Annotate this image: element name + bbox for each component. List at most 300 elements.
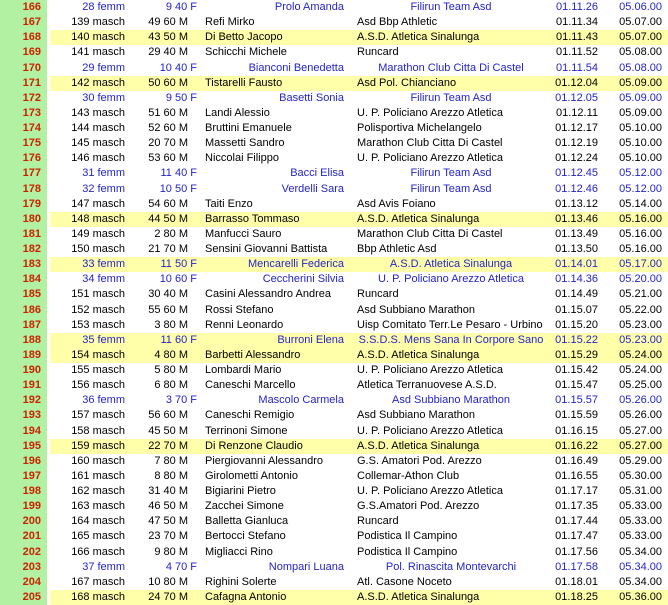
gender-rank-cell: 159 masch (71, 439, 125, 452)
runner-name-cell: Manfucci Sauro (205, 227, 282, 240)
result-row (0, 61, 668, 76)
pace-cell: 05.09.00 (619, 106, 662, 119)
result-row (0, 30, 668, 45)
runner-name-cell: Di Renzone Claudio (205, 439, 303, 452)
gender-rank-cell: 145 masch (71, 137, 125, 150)
gender-rank-cell: 30 femm (82, 91, 125, 104)
runner-name-cell: Sensini Giovanni Battista (205, 243, 328, 256)
category-cell: 55 60 M (148, 303, 188, 316)
category-cell: 47 50 M (148, 515, 188, 528)
finish-time-cell: 01.11.54 (555, 61, 598, 74)
pace-cell: 05.23.00 (619, 318, 662, 331)
team-cell: Collemar-Athon Club (357, 469, 460, 482)
gender-rank-cell: 156 masch (71, 379, 125, 392)
pace-cell: 05.20.00 (619, 273, 662, 286)
pace-cell: 05.25.00 (619, 379, 662, 392)
pace-cell: 05.24.00 (619, 348, 662, 361)
category-cell: 5 80 M (154, 364, 188, 377)
pace-cell: 05.12.00 (619, 182, 662, 195)
pace-cell: 05.36.00 (619, 590, 662, 603)
result-row-body (50, 0, 668, 15)
gender-rank-cell: 33 femm (82, 258, 125, 271)
result-row-body (50, 333, 668, 348)
team-cell: Asd Avis Foiano (357, 197, 436, 210)
position-cell: 174 (0, 121, 47, 136)
result-row (0, 439, 668, 454)
team-cell: Asd Subbiano Marathon (391, 394, 511, 407)
category-cell: 51 60 M (148, 106, 188, 119)
result-row (0, 242, 668, 257)
result-row-body (50, 408, 668, 423)
runner-name-cell: Bertocci Stefano (205, 530, 286, 543)
team-cell: Asd Subbiano Marathon (357, 409, 476, 422)
category-cell: 21 70 M (148, 243, 188, 256)
pace-cell: 05.10.00 (619, 137, 662, 150)
finish-time-cell: 01.16.55 (555, 469, 598, 482)
result-row (0, 575, 668, 590)
result-row (0, 76, 668, 91)
team-cell: Bbp Athletic Asd (357, 243, 437, 256)
position-cell: 184 (0, 272, 47, 287)
position-cell: 169 (0, 45, 47, 60)
result-row (0, 303, 668, 318)
position-cell: 185 (0, 287, 47, 302)
gender-rank-cell: 155 masch (71, 364, 125, 377)
gender-rank-cell: 139 masch (71, 16, 125, 29)
position-cell: 198 (0, 484, 47, 499)
team-cell: S.S.D.S. Mens Sana In Corpore Sano (358, 333, 544, 346)
result-row-body (50, 30, 668, 45)
position-cell: 205 (0, 590, 47, 605)
result-row (0, 15, 668, 30)
result-row-body (50, 182, 668, 197)
team-cell: Podistica Il Campino (357, 530, 458, 543)
finish-time-cell: 01.14.49 (555, 288, 598, 301)
finish-time-cell: 01.13.12 (555, 197, 598, 210)
category-cell: 6 80 M (154, 379, 188, 392)
runner-name-cell: Girolometti Antonio (205, 469, 298, 482)
pace-cell: 05.06.00 (619, 1, 662, 14)
pace-cell: 05.34.00 (619, 560, 662, 573)
result-row-body (50, 514, 668, 529)
team-cell: Filirun Team Asd (410, 182, 492, 195)
category-cell: 9 40 F (165, 1, 197, 14)
runner-name-cell: Terrinoni Simone (205, 424, 288, 437)
gender-rank-cell: 35 femm (82, 333, 125, 346)
team-cell: Pol. Rinascita Montevarchi (385, 560, 517, 573)
result-row (0, 318, 668, 333)
result-row-body (50, 590, 668, 605)
category-cell: 2 80 M (154, 227, 188, 240)
position-cell: 175 (0, 136, 47, 151)
pace-cell: 05.26.00 (619, 409, 662, 422)
category-cell: 9 50 F (165, 91, 197, 104)
team-cell: Runcard (357, 46, 399, 59)
result-row-body (50, 378, 668, 393)
category-cell: 54 60 M (148, 197, 188, 210)
position-cell: 195 (0, 439, 47, 454)
finish-time-cell: 01.11.43 (555, 31, 598, 44)
result-row (0, 45, 668, 60)
result-row-body (50, 106, 668, 121)
result-row (0, 121, 668, 136)
gender-rank-cell: 143 masch (71, 106, 125, 119)
result-row-body (50, 166, 668, 181)
gender-rank-cell: 31 femm (82, 167, 125, 180)
position-cell: 178 (0, 182, 47, 197)
result-row-body (50, 91, 668, 106)
result-row-body (50, 575, 668, 590)
category-cell: 7 80 M (154, 454, 188, 467)
position-cell: 176 (0, 151, 47, 166)
position-cell: 191 (0, 378, 47, 393)
pace-cell: 05.17.00 (619, 258, 662, 271)
gender-rank-cell: 28 femm (82, 1, 125, 14)
gender-rank-cell: 146 masch (71, 152, 125, 165)
pace-cell: 05.14.00 (619, 197, 662, 210)
gender-rank-cell: 158 masch (71, 424, 125, 437)
result-row (0, 197, 668, 212)
category-cell: 11 60 F (160, 333, 197, 346)
pace-cell: 05.22.00 (619, 303, 662, 316)
category-cell: 22 70 M (148, 439, 188, 452)
result-row (0, 560, 668, 575)
position-cell: 187 (0, 318, 47, 333)
gender-rank-cell: 161 masch (71, 469, 125, 482)
category-cell: 44 50 M (148, 212, 188, 225)
team-cell: A.S.D. Atletica Sinalunga (357, 348, 480, 361)
gender-rank-cell: 32 femm (82, 182, 125, 195)
runner-name-cell: Bianconi Benedetta (248, 61, 344, 74)
gender-rank-cell: 151 masch (71, 288, 125, 301)
result-row (0, 106, 668, 121)
pace-cell: 05.08.00 (619, 46, 662, 59)
finish-time-cell: 01.16.49 (555, 454, 598, 467)
team-cell: Polisportiva Michelangelo (357, 122, 482, 135)
runner-name-cell: Barbetti Alessandro (205, 348, 301, 361)
position-cell: 177 (0, 166, 47, 181)
result-row-body (50, 439, 668, 454)
team-cell: Uisp Comitato Terr.Le Pesaro - Urbino (357, 318, 543, 331)
gender-rank-cell: 166 masch (71, 545, 125, 558)
gender-rank-cell: 147 masch (71, 197, 125, 210)
category-cell: 56 60 M (148, 409, 188, 422)
position-cell: 181 (0, 227, 47, 242)
gender-rank-cell: 36 femm (82, 394, 125, 407)
result-row (0, 0, 668, 15)
runner-name-cell: Barrasso Tommaso (205, 212, 300, 225)
gender-rank-cell: 148 masch (71, 212, 125, 225)
result-row-body (50, 227, 668, 242)
finish-time-cell: 01.17.44 (555, 515, 598, 528)
category-cell: 4 70 F (165, 560, 197, 573)
pace-cell: 05.29.00 (619, 454, 662, 467)
result-row (0, 91, 668, 106)
team-cell: Atletica Terranuovese A.S.D. (357, 379, 497, 392)
pace-cell: 05.26.00 (619, 394, 662, 407)
result-row (0, 333, 668, 348)
finish-time-cell: 01.11.26 (555, 1, 598, 14)
team-cell: U. P. Policiano Arezzo Atletica (357, 106, 503, 119)
runner-name-cell: Verdelli Sara (281, 182, 344, 195)
result-row-body (50, 197, 668, 212)
runner-name-cell: Lombardi Mario (205, 364, 282, 377)
position-cell: 197 (0, 469, 47, 484)
team-cell: Asd Pol. Chianciano (357, 76, 457, 89)
result-row (0, 136, 668, 151)
gender-rank-cell: 149 masch (71, 227, 125, 240)
finish-time-cell: 01.12.45 (555, 167, 598, 180)
position-cell: 172 (0, 91, 47, 106)
gender-rank-cell: 140 masch (71, 31, 125, 44)
gender-rank-cell: 160 masch (71, 454, 125, 467)
team-cell: Runcard (357, 288, 399, 301)
finish-time-cell: 01.17.56 (555, 545, 598, 558)
position-cell: 180 (0, 212, 47, 227)
finish-time-cell: 01.17.35 (555, 500, 598, 513)
category-cell: 4 80 M (154, 348, 188, 361)
finish-time-cell: 01.18.01 (555, 575, 598, 588)
result-row-body (50, 545, 668, 560)
pace-cell: 05.27.00 (619, 424, 662, 437)
finish-time-cell: 01.13.46 (555, 212, 598, 225)
position-cell: 167 (0, 15, 47, 30)
runner-name-cell: Landi Alessio (205, 106, 270, 119)
category-cell: 11 50 F (160, 258, 197, 271)
finish-time-cell: 01.13.49 (555, 227, 598, 240)
pace-cell: 05.10.00 (619, 122, 662, 135)
runner-name-cell: Niccolai Filippo (205, 152, 279, 165)
gender-rank-cell: 157 masch (71, 409, 125, 422)
category-cell: 30 40 M (148, 288, 188, 301)
runner-name-cell: Prolo Amanda (274, 1, 344, 14)
pace-cell: 05.09.00 (619, 76, 662, 89)
result-row-body (50, 499, 668, 514)
pace-cell: 05.08.00 (619, 61, 662, 74)
position-cell: 202 (0, 545, 47, 560)
finish-time-cell: 01.15.59 (555, 409, 598, 422)
runner-name-cell: Refi Mirko (205, 16, 255, 29)
runner-name-cell: Bacci Elisa (290, 167, 344, 180)
result-row-body (50, 15, 668, 30)
position-cell: 194 (0, 424, 47, 439)
team-cell: U. P. Policiano Arezzo Atletica (378, 273, 524, 286)
result-row-body (50, 454, 668, 469)
finish-time-cell: 01.14.01 (555, 258, 598, 271)
runner-name-cell: Schicchi Michele (205, 46, 287, 59)
pace-cell: 05.16.00 (619, 212, 662, 225)
category-cell: 50 60 M (148, 76, 188, 89)
gender-rank-cell: 37 femm (82, 560, 125, 573)
category-cell: 31 40 M (148, 485, 188, 498)
gender-rank-cell: 163 masch (71, 500, 125, 513)
finish-time-cell: 01.15.42 (555, 364, 598, 377)
position-cell: 166 (0, 0, 47, 15)
runner-name-cell: Balletta Gianluca (205, 515, 289, 528)
runner-name-cell: Bruttini Emanuele (205, 122, 292, 135)
position-cell: 193 (0, 408, 47, 423)
pace-cell: 05.23.00 (619, 333, 662, 346)
finish-time-cell: 01.13.50 (555, 243, 598, 256)
team-cell: A.S.D. Atletica Sinalunga (357, 31, 480, 44)
category-cell: 46 50 M (148, 500, 188, 513)
result-row (0, 469, 668, 484)
gender-rank-cell: 164 masch (71, 515, 125, 528)
gender-rank-cell: 168 masch (71, 590, 125, 603)
position-cell: 170 (0, 61, 47, 76)
finish-time-cell: 01.11.52 (555, 46, 598, 59)
result-row-body (50, 121, 668, 136)
category-cell: 10 80 M (148, 575, 188, 588)
pace-cell: 05.16.00 (619, 227, 662, 240)
pace-cell: 05.33.00 (619, 515, 662, 528)
category-cell: 24 70 M (148, 590, 188, 603)
result-row-body (50, 272, 668, 287)
team-cell: Filirun Team Asd (410, 1, 492, 14)
category-cell: 10 60 F (159, 273, 197, 286)
category-cell: 43 50 M (148, 31, 188, 44)
result-row (0, 484, 668, 499)
runner-name-cell: Mencarelli Federica (248, 258, 344, 271)
position-cell: 201 (0, 529, 47, 544)
result-row-body (50, 469, 668, 484)
finish-time-cell: 01.16.22 (555, 439, 598, 452)
result-row-body (50, 318, 668, 333)
result-row-body (50, 363, 668, 378)
result-row-body (50, 45, 668, 60)
pace-cell: 05.12.00 (619, 167, 662, 180)
result-row (0, 424, 668, 439)
pace-cell: 05.24.00 (619, 364, 662, 377)
category-cell: 29 40 M (148, 46, 188, 59)
result-row-body (50, 151, 668, 166)
runner-name-cell: Burroni Elena (277, 333, 344, 346)
finish-time-cell: 01.12.24 (555, 152, 598, 165)
team-cell: Filirun Team Asd (410, 167, 492, 180)
gender-rank-cell: 154 masch (71, 348, 125, 361)
finish-time-cell: 01.17.17 (555, 485, 598, 498)
result-row (0, 182, 668, 197)
category-cell: 49 60 M (148, 16, 188, 29)
position-cell: 168 (0, 30, 47, 45)
result-row-body (50, 287, 668, 302)
result-row-body (50, 257, 668, 272)
result-row-body (50, 424, 668, 439)
runner-name-cell: Taiti Enzo (205, 197, 253, 210)
result-row (0, 363, 668, 378)
finish-time-cell: 01.12.05 (555, 91, 598, 104)
team-cell: Asd Subbiano Marathon (357, 303, 476, 316)
position-cell: 190 (0, 363, 47, 378)
result-row-body (50, 529, 668, 544)
finish-time-cell: 01.15.29 (555, 348, 598, 361)
pace-cell: 05.21.00 (619, 288, 662, 301)
result-row (0, 257, 668, 272)
runner-name-cell: Caneschi Remigio (205, 409, 295, 422)
category-cell: 8 80 M (154, 469, 188, 482)
finish-time-cell: 01.15.07 (555, 303, 598, 316)
position-cell: 200 (0, 514, 47, 529)
team-cell: Podistica Il Campino (357, 545, 458, 558)
team-cell: Atl. Casone Noceto (357, 575, 452, 588)
finish-time-cell: 01.18.25 (555, 590, 598, 603)
runner-name-cell: Rossi Stefano (205, 303, 274, 316)
team-cell: G.S.Amatori Pod. Arezzo (357, 500, 480, 513)
position-cell: 182 (0, 242, 47, 257)
runner-name-cell: Nompari Luana (268, 560, 344, 573)
runner-name-cell: Bigiarini Pietro (205, 485, 276, 498)
category-cell: 3 70 F (165, 394, 197, 407)
result-row (0, 454, 668, 469)
pace-cell: 05.30.00 (619, 469, 662, 482)
pace-cell: 05.07.00 (619, 16, 662, 29)
runner-name-cell: Caneschi Marcello (205, 379, 296, 392)
pace-cell: 05.27.00 (619, 439, 662, 452)
team-cell: G.S. Amatori Pod. Arezzo (357, 454, 482, 467)
result-row-body (50, 303, 668, 318)
finish-time-cell: 01.17.47 (555, 530, 598, 543)
gender-rank-cell: 152 masch (71, 303, 125, 316)
result-row (0, 529, 668, 544)
position-cell: 179 (0, 197, 47, 212)
team-cell: A.S.D. Atletica Sinalunga (389, 258, 513, 271)
team-cell: A.S.D. Atletica Sinalunga (357, 439, 480, 452)
position-cell: 204 (0, 575, 47, 590)
category-cell: 52 60 M (148, 122, 188, 135)
result-row-body (50, 560, 668, 575)
category-cell: 20 70 M (148, 137, 188, 150)
finish-time-cell: 01.15.57 (555, 394, 598, 407)
pace-cell: 05.33.00 (619, 530, 662, 543)
finish-time-cell: 01.12.19 (555, 137, 598, 150)
category-cell: 23 70 M (148, 530, 188, 543)
gender-rank-cell: 34 femm (82, 273, 125, 286)
team-cell: Marathon Club Citta Di Castel (378, 61, 524, 74)
team-cell: U. P. Policiano Arezzo Atletica (357, 152, 503, 165)
result-row (0, 590, 668, 605)
runner-name-cell: Zacchei Simone (205, 500, 284, 513)
position-cell: 188 (0, 333, 47, 348)
category-cell: 11 40 F (160, 167, 197, 180)
result-row (0, 545, 668, 560)
position-cell: 183 (0, 257, 47, 272)
category-cell: 10 50 F (159, 182, 197, 195)
result-row (0, 408, 668, 423)
pace-cell: 05.34.00 (619, 575, 662, 588)
result-row (0, 499, 668, 514)
finish-time-cell: 01.15.20 (555, 318, 598, 331)
category-cell: 3 80 M (154, 318, 188, 331)
runner-name-cell: Righini Solerte (205, 575, 277, 588)
finish-time-cell: 01.16.15 (555, 424, 598, 437)
finish-time-cell: 01.12.11 (555, 106, 598, 119)
result-row (0, 227, 668, 242)
result-row-body (50, 348, 668, 363)
pace-cell: 05.34.00 (619, 545, 662, 558)
result-row (0, 212, 668, 227)
category-cell: 9 80 M (154, 545, 188, 558)
pace-cell: 05.31.00 (619, 485, 662, 498)
pace-cell: 05.10.00 (619, 152, 662, 165)
runner-name-cell: Cafagna Antonio (205, 590, 287, 603)
gender-rank-cell: 162 masch (71, 485, 125, 498)
result-row (0, 378, 668, 393)
gender-rank-cell: 165 masch (71, 530, 125, 543)
result-row-body (50, 61, 668, 76)
result-row-body (50, 242, 668, 257)
position-cell: 203 (0, 560, 47, 575)
gender-rank-cell: 141 masch (71, 46, 125, 59)
